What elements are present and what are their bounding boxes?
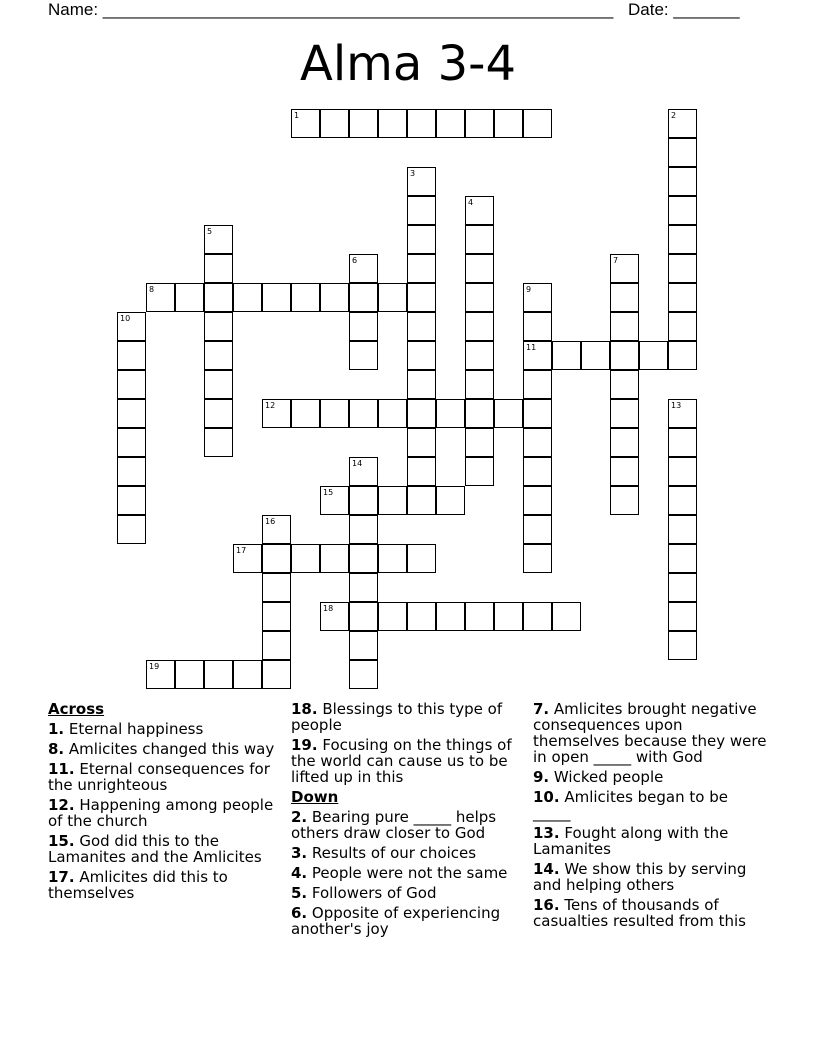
clue-number: 16 (265, 517, 276, 526)
grid-cell[interactable] (523, 283, 552, 312)
grid-cell[interactable] (523, 109, 552, 138)
across-clue (48, 869, 278, 901)
clue-num: 14. (533, 860, 560, 878)
clue-text: Fought along with the Lamanites (533, 824, 729, 858)
down-clue (291, 865, 516, 881)
down-clue (533, 769, 768, 785)
grid-cell[interactable] (610, 312, 639, 341)
grid-cell[interactable] (668, 138, 697, 167)
down-clue (533, 897, 768, 929)
clue-text: Happening among people of the church (48, 796, 274, 830)
grid-cell[interactable] (465, 109, 494, 138)
grid-cell[interactable] (610, 457, 639, 486)
clue-text: Amlicites changed this way (64, 740, 275, 758)
grid-cell[interactable] (523, 544, 552, 573)
grid-cell[interactable] (407, 428, 436, 457)
grid-cell[interactable] (117, 428, 146, 457)
clue-text: Tens of thousands of casualties resulted from this (533, 896, 746, 930)
grid-cell[interactable] (465, 399, 494, 428)
grid-cell[interactable] (436, 109, 465, 138)
clue-text: Wicked people (549, 768, 664, 786)
clue-number: 13 (671, 401, 682, 410)
clue-text: People were not the same (307, 864, 508, 882)
clue-number: 8 (149, 285, 155, 294)
grid-cell[interactable] (610, 486, 639, 515)
grid-cell[interactable] (668, 602, 697, 631)
grid-cell[interactable] (320, 399, 349, 428)
grid-cell[interactable] (668, 254, 697, 283)
clue-num: 3. (291, 844, 308, 862)
clue-number: 18 (323, 604, 334, 613)
clues-column-1 (48, 701, 278, 905)
grid-cell[interactable] (262, 399, 291, 428)
clue-text: Bearing pure _____ helps others draw closer to God (291, 808, 497, 842)
grid-cell[interactable] (610, 254, 639, 283)
grid-cell[interactable] (349, 254, 378, 283)
grid-cell[interactable] (407, 109, 436, 138)
clue-num: 4. (291, 864, 308, 882)
grid-cell[interactable] (378, 109, 407, 138)
clue-num: 8. (48, 740, 65, 758)
clues-column-2 (291, 701, 516, 941)
grid-cell[interactable] (117, 399, 146, 428)
grid-cell[interactable] (349, 312, 378, 341)
grid-cell[interactable] (320, 602, 349, 631)
clues-column-3 (533, 701, 768, 933)
grid-cell[interactable] (349, 109, 378, 138)
across-heading: Across (48, 700, 105, 718)
clue-number: 4 (468, 198, 474, 207)
grid-cell[interactable] (668, 573, 697, 602)
down-clue (533, 789, 768, 821)
grid-cell[interactable] (494, 602, 523, 631)
clue-text: Eternal happiness (64, 720, 204, 738)
down-clue (533, 701, 768, 765)
down-clue (291, 885, 516, 901)
grid-cell[interactable] (146, 660, 175, 689)
grid-cell[interactable] (407, 602, 436, 631)
grid-cell[interactable] (378, 544, 407, 573)
grid-cell[interactable] (668, 225, 697, 254)
down-heading: Down (291, 788, 339, 806)
across-clues-part-1 (48, 721, 278, 901)
grid-cell[interactable] (610, 399, 639, 428)
across-clue (48, 741, 278, 757)
clue-number: 3 (410, 169, 416, 178)
grid-cell[interactable] (117, 515, 146, 544)
grid-cell[interactable] (204, 428, 233, 457)
grid-cell[interactable] (204, 341, 233, 370)
across-clue (291, 701, 516, 733)
grid-cell[interactable] (320, 283, 349, 312)
clue-text: Opposite of experiencing another's joy (291, 904, 501, 938)
clue-number: 14 (352, 459, 363, 468)
grid-cell[interactable] (233, 660, 262, 689)
clue-num: 19. (291, 736, 318, 754)
clue-number: 6 (352, 256, 358, 265)
clue-number: 9 (526, 285, 532, 294)
grid-cell[interactable] (639, 341, 668, 370)
grid-cell[interactable] (291, 109, 320, 138)
clue-number: 11 (526, 343, 537, 352)
clue-number: 7 (613, 256, 619, 265)
grid-cell[interactable] (465, 312, 494, 341)
grid-cell[interactable] (523, 486, 552, 515)
grid-cell[interactable] (465, 341, 494, 370)
grid-cell[interactable] (233, 544, 262, 573)
grid-cell[interactable] (349, 544, 378, 573)
down-clues-part-1 (291, 809, 516, 937)
clue-text: Followers of God (307, 884, 437, 902)
clue-num: 7. (533, 700, 550, 718)
grid-cell[interactable] (668, 341, 697, 370)
grid-cell[interactable] (349, 283, 378, 312)
grid-cell[interactable] (320, 109, 349, 138)
clue-number: 1 (294, 111, 300, 120)
grid-cell[interactable] (378, 486, 407, 515)
grid-cell[interactable] (407, 544, 436, 573)
grid-cell[interactable] (436, 399, 465, 428)
grid-cell[interactable] (204, 312, 233, 341)
grid-cell[interactable] (610, 428, 639, 457)
grid-cell[interactable] (494, 109, 523, 138)
grid-cell[interactable] (291, 399, 320, 428)
grid-cell[interactable] (407, 312, 436, 341)
clue-num: 6. (291, 904, 308, 922)
grid-cell[interactable] (349, 631, 378, 660)
grid-cell[interactable] (523, 428, 552, 457)
across-clue (48, 833, 278, 865)
grid-cell[interactable] (407, 457, 436, 486)
grid-cell[interactable] (523, 341, 552, 370)
clue-num: 18. (291, 700, 318, 718)
across-clue (48, 761, 278, 793)
clue-number: 10 (120, 314, 131, 323)
grid-cell[interactable] (668, 515, 697, 544)
grid-cell[interactable] (262, 631, 291, 660)
grid-cell[interactable] (668, 428, 697, 457)
grid-cell[interactable] (407, 225, 436, 254)
grid-cell[interactable] (552, 341, 581, 370)
clue-num: 9. (533, 768, 550, 786)
grid-cell[interactable] (407, 370, 436, 399)
grid-cell[interactable] (233, 283, 262, 312)
down-clue (533, 861, 768, 893)
grid-cell[interactable] (523, 312, 552, 341)
clue-text: Amlicites brought negative consequences upon themselves because they were in open _____ with God (533, 700, 767, 766)
grid-cell[interactable] (378, 399, 407, 428)
grid-cell[interactable] (465, 196, 494, 225)
grid-cell[interactable] (668, 399, 697, 428)
grid-cell[interactable] (262, 660, 291, 689)
across-clues-part-2 (291, 701, 516, 785)
grid-cell[interactable] (378, 602, 407, 631)
grid-cell[interactable] (523, 370, 552, 399)
down-clues-part-2 (533, 701, 768, 929)
grid-cell[interactable] (668, 312, 697, 341)
grid-cell[interactable] (204, 370, 233, 399)
clue-num: 15. (48, 832, 75, 850)
grid-cell[interactable] (204, 283, 233, 312)
grid-cell[interactable] (668, 109, 697, 138)
grid-cell[interactable] (668, 196, 697, 225)
grid-cell[interactable] (349, 341, 378, 370)
grid-cell[interactable] (407, 399, 436, 428)
grid-cell[interactable] (407, 196, 436, 225)
grid-cell[interactable] (320, 544, 349, 573)
name-field[interactable]: Name: ______________________________________________________ (48, 0, 614, 19)
clue-number: 17 (236, 546, 247, 555)
grid-cell[interactable] (291, 283, 320, 312)
grid-cell[interactable] (349, 486, 378, 515)
clue-text: God did this to the Lamanites and the Amlicites (48, 832, 262, 866)
grid-cell[interactable] (204, 660, 233, 689)
clue-num: 11. (48, 760, 75, 778)
grid-cell[interactable] (668, 457, 697, 486)
grid-cell[interactable] (378, 283, 407, 312)
clue-num: 1. (48, 720, 65, 738)
grid-cell[interactable] (204, 399, 233, 428)
clue-num: 13. (533, 824, 560, 842)
grid-cell[interactable] (175, 660, 204, 689)
across-clue (48, 721, 278, 737)
date-field[interactable]: Date: _______ (628, 0, 740, 19)
grid-cell[interactable] (117, 341, 146, 370)
grid-cell[interactable] (349, 515, 378, 544)
grid-cell[interactable] (668, 283, 697, 312)
grid-cell[interactable] (610, 370, 639, 399)
across-clue (48, 797, 278, 829)
grid-cell[interactable] (175, 283, 204, 312)
grid-cell[interactable] (117, 457, 146, 486)
clue-text: Blessings to this type of people (291, 700, 503, 734)
grid-cell[interactable] (320, 486, 349, 515)
clue-num: 12. (48, 796, 75, 814)
grid-cell[interactable] (146, 283, 175, 312)
grid-cell[interactable] (668, 544, 697, 573)
grid-cell[interactable] (523, 515, 552, 544)
grid-cell[interactable] (349, 660, 378, 689)
grid-cell[interactable] (494, 399, 523, 428)
clue-number: 19 (149, 662, 160, 671)
down-clue (533, 825, 768, 857)
clue-text: Amlicites began to be _____ (533, 788, 728, 822)
grid-cell[interactable] (407, 486, 436, 515)
grid-cell[interactable] (407, 254, 436, 283)
grid-cell[interactable] (407, 167, 436, 196)
clue-number: 12 (265, 401, 276, 410)
clue-num: 16. (533, 896, 560, 914)
grid-cell[interactable] (668, 631, 697, 660)
grid-cell[interactable] (407, 283, 436, 312)
grid-cell[interactable] (262, 544, 291, 573)
grid-cell[interactable] (117, 370, 146, 399)
grid-cell[interactable] (349, 399, 378, 428)
grid-cell[interactable] (523, 457, 552, 486)
clue-num: 2. (291, 808, 308, 826)
grid-cell[interactable] (349, 573, 378, 602)
grid-cell[interactable] (204, 225, 233, 254)
grid-cell[interactable] (436, 602, 465, 631)
clue-text: Results of our choices (307, 844, 477, 862)
down-clue (291, 845, 516, 861)
grid-cell[interactable] (668, 167, 697, 196)
clue-number: 5 (207, 227, 213, 236)
clue-text: Focusing on the things of the world can cause us to be lifted up in this (291, 736, 512, 786)
page-title: Alma 3-4 (300, 36, 516, 92)
grid-cell[interactable] (117, 486, 146, 515)
grid-cell[interactable] (610, 341, 639, 370)
grid-cell[interactable] (204, 254, 233, 283)
grid-cell[interactable] (523, 602, 552, 631)
down-clue (291, 905, 516, 937)
grid-cell[interactable] (349, 457, 378, 486)
grid-cell[interactable] (610, 283, 639, 312)
clue-number: 15 (323, 488, 334, 497)
grid-cell[interactable] (262, 283, 291, 312)
grid-cell[interactable] (407, 341, 436, 370)
clue-num: 17. (48, 868, 75, 886)
clue-num: 10. (533, 788, 560, 806)
grid-cell[interactable] (465, 370, 494, 399)
clue-num: 5. (291, 884, 308, 902)
grid-cell[interactable] (349, 602, 378, 631)
grid-cell[interactable] (523, 399, 552, 428)
grid-cell[interactable] (262, 602, 291, 631)
clue-text: We show this by serving and helping others (533, 860, 747, 894)
clue-text: Amlicites did this to themselves (48, 868, 228, 902)
grid-cell[interactable] (465, 457, 494, 486)
grid-cell[interactable] (465, 428, 494, 457)
clue-number: 2 (671, 111, 677, 120)
grid-cell[interactable] (262, 515, 291, 544)
grid-cell[interactable] (465, 225, 494, 254)
grid-cell[interactable] (552, 602, 581, 631)
grid-cell[interactable] (465, 254, 494, 283)
grid-cell[interactable] (262, 573, 291, 602)
down-clue (291, 809, 516, 841)
grid-cell[interactable] (117, 312, 146, 341)
grid-cell[interactable] (465, 602, 494, 631)
across-clue (291, 737, 516, 785)
grid-cell[interactable] (668, 486, 697, 515)
grid-cell[interactable] (581, 341, 610, 370)
grid-cell[interactable] (291, 544, 320, 573)
grid-cell[interactable] (436, 486, 465, 515)
grid-cell[interactable] (465, 283, 494, 312)
clue-text: Eternal consequences for the unrighteous (48, 760, 270, 794)
